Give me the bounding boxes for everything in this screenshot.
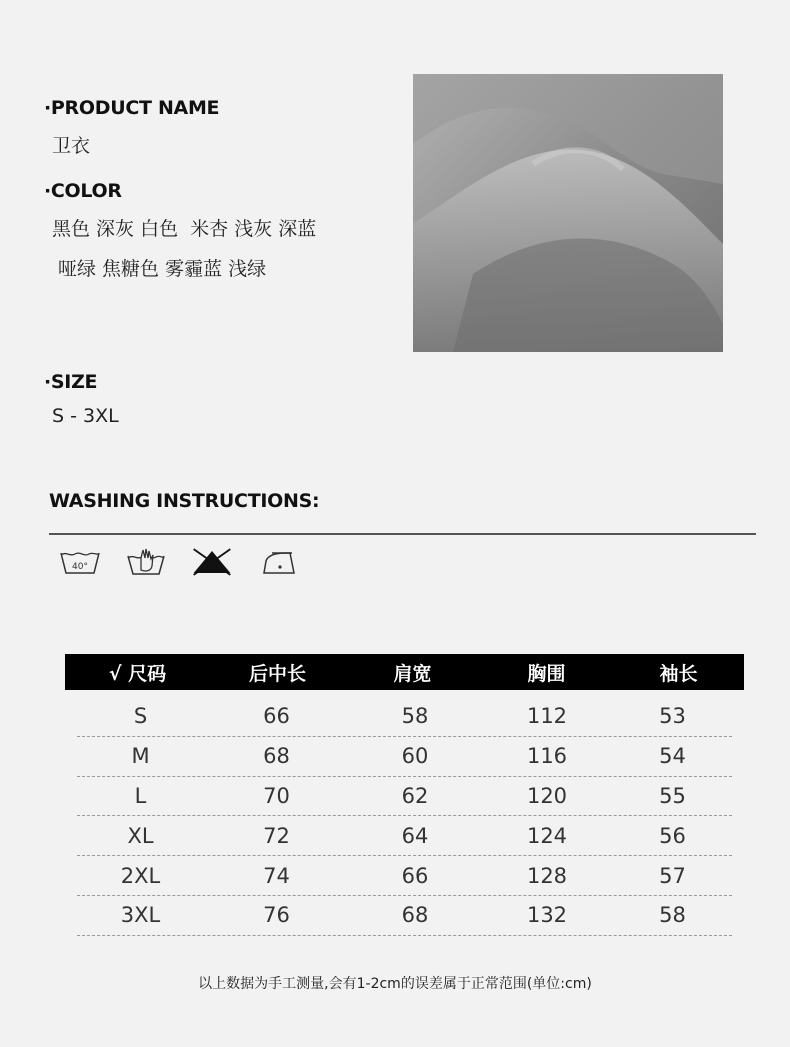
back-length-cell: 72 — [263, 823, 290, 848]
divider — [49, 533, 756, 535]
back-length-cell: 68 — [263, 744, 290, 769]
iron-icon — [256, 545, 300, 579]
size-heading: ·SIZE — [44, 371, 98, 393]
chest-cell: 112 — [526, 704, 568, 729]
shoulder-cell: 60 — [401, 744, 429, 769]
sleeve-cell: 55 — [659, 783, 686, 808]
chest-cell: 128 — [526, 863, 568, 888]
size-cell: 2XL — [120, 863, 161, 888]
size-table-header — [65, 654, 744, 690]
washing-instructions-title: WASHING INSTRUCTIONS: — [49, 490, 320, 512]
chest-cell: 120 — [526, 783, 568, 808]
shoulder-cell: 62 — [401, 783, 429, 808]
chest-cell: 124 — [526, 823, 568, 848]
chest-cell: 116 — [526, 744, 568, 769]
sleeve-cell: 58 — [659, 903, 686, 928]
size-table-body — [65, 697, 744, 936]
sleeve-cell: 54 — [659, 744, 686, 769]
chest-cell: 132 — [526, 903, 568, 928]
wash-temp-label: 40° — [72, 562, 88, 572]
shoulder-cell: 66 — [401, 863, 429, 888]
shoulder-cell: 58 — [401, 704, 429, 729]
table-row — [77, 777, 732, 817]
header-chest: 胸围 — [527, 662, 566, 685]
header-size: √ 尺码 — [108, 662, 167, 685]
size-value: S - 3XL — [52, 405, 119, 427]
back-length-cell: 74 — [263, 863, 290, 888]
sleeve-cell: 56 — [659, 823, 686, 848]
back-length-cell: 76 — [263, 903, 290, 928]
header-back-length: 后中长 — [248, 662, 306, 685]
color-values-line2: 哑绿 焦糖色 雾霾蓝 浅绿 — [58, 258, 267, 280]
sleeve-cell: 57 — [659, 863, 686, 888]
product-name-heading: ·PRODUCT NAME — [44, 97, 220, 119]
size-cell: L — [134, 783, 147, 808]
color-heading: ·COLOR — [44, 180, 122, 202]
table-row — [77, 896, 732, 936]
size-cell: 3XL — [120, 903, 161, 928]
shoulder-cell: 64 — [401, 823, 429, 848]
back-length-cell: 66 — [263, 704, 290, 729]
table-row — [77, 816, 732, 856]
table-row — [77, 856, 732, 896]
table-row — [77, 737, 732, 777]
product-name-value: 卫衣 — [52, 135, 91, 157]
header-sleeve: 袖长 — [659, 662, 698, 685]
hand-wash-icon — [124, 545, 168, 579]
color-values-line1: 黑色 深灰 白色 米杏 浅灰 深蓝 — [52, 218, 317, 240]
shoulder-cell: 68 — [401, 903, 429, 928]
table-row — [77, 697, 732, 737]
washing-icons — [58, 544, 300, 580]
size-cell: M — [131, 744, 150, 769]
wash-40-icon — [58, 545, 102, 579]
size-cell: XL — [127, 823, 154, 848]
fabric-photo — [413, 74, 723, 352]
measurement-note: 以上数据为手工测量,会有1-2cm的误差属于正常范围(单位:cm) — [198, 976, 592, 992]
size-cell: S — [133, 704, 148, 729]
header-shoulder: 肩宽 — [393, 662, 432, 685]
sleeve-cell: 53 — [659, 704, 686, 729]
no-bleach-icon — [190, 545, 234, 579]
back-length-cell: 70 — [263, 783, 290, 808]
